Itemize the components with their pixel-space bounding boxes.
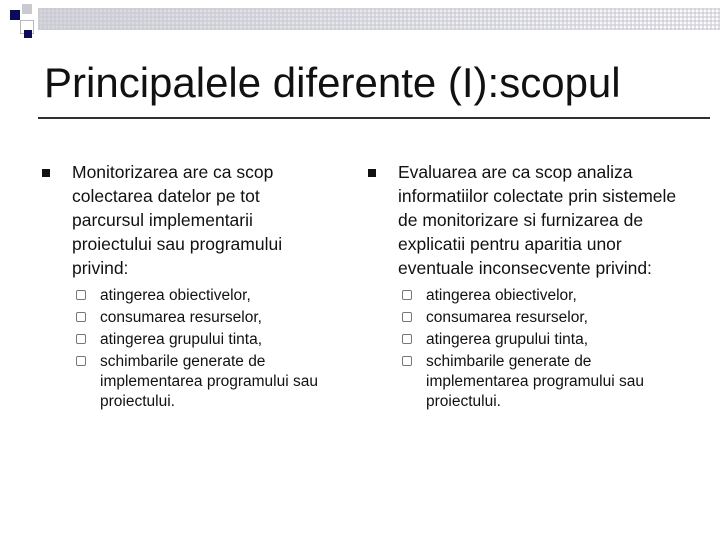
square-bullet-icon bbox=[42, 169, 50, 177]
slide-title: Principalele diferente (I):scopul bbox=[44, 59, 621, 106]
header-gradient-bar bbox=[38, 8, 720, 30]
hollow-square-bullet-icon bbox=[402, 334, 412, 344]
list-item: schimbarile generate de implementarea programului sau proiectului. bbox=[74, 352, 332, 412]
list-item: schimbarile generate de implementarea programului sau proiectului. bbox=[400, 352, 678, 412]
hollow-square-bullet-icon bbox=[76, 356, 86, 366]
left-sub-list bbox=[42, 286, 332, 412]
right-main-point bbox=[368, 160, 678, 280]
left-main-point bbox=[42, 160, 332, 280]
navy-square bbox=[10, 10, 20, 20]
right-sub-list bbox=[368, 286, 678, 412]
navy-square-small bbox=[24, 30, 32, 38]
hollow-square-bullet-icon bbox=[402, 290, 412, 300]
square-bullet-icon bbox=[368, 169, 376, 177]
left-column bbox=[42, 160, 332, 414]
list-item: atingerea obiectivelor, bbox=[400, 286, 678, 306]
hollow-square-bullet-icon bbox=[402, 356, 412, 366]
gray-square bbox=[22, 4, 32, 14]
list-item: atingerea obiectivelor, bbox=[74, 286, 332, 306]
hollow-square-bullet-icon bbox=[402, 312, 412, 322]
left-main-text: Monitorizarea are ca scop colectarea datelor pe tot parcursul implementarii proiectului sau programului privind: bbox=[72, 162, 283, 278]
hollow-square-bullet-icon bbox=[76, 334, 86, 344]
list-item: consumarea resurselor, bbox=[74, 308, 332, 328]
list-item: consumarea resurselor, bbox=[400, 308, 678, 328]
list-item: atingerea grupului tinta, bbox=[74, 330, 332, 350]
title-underline bbox=[38, 117, 710, 119]
right-main-text: Evaluarea are ca scop analiza informatiilor colectate prin sistemele de monitorizare si furnizarea de explicatii pentru aparitia unor eventuale inconsecvente privind: bbox=[398, 162, 677, 278]
hollow-square-bullet-icon bbox=[76, 290, 86, 300]
hollow-square-bullet-icon bbox=[76, 312, 86, 322]
list-item: atingerea grupului tinta, bbox=[400, 330, 678, 350]
right-column bbox=[368, 160, 678, 414]
